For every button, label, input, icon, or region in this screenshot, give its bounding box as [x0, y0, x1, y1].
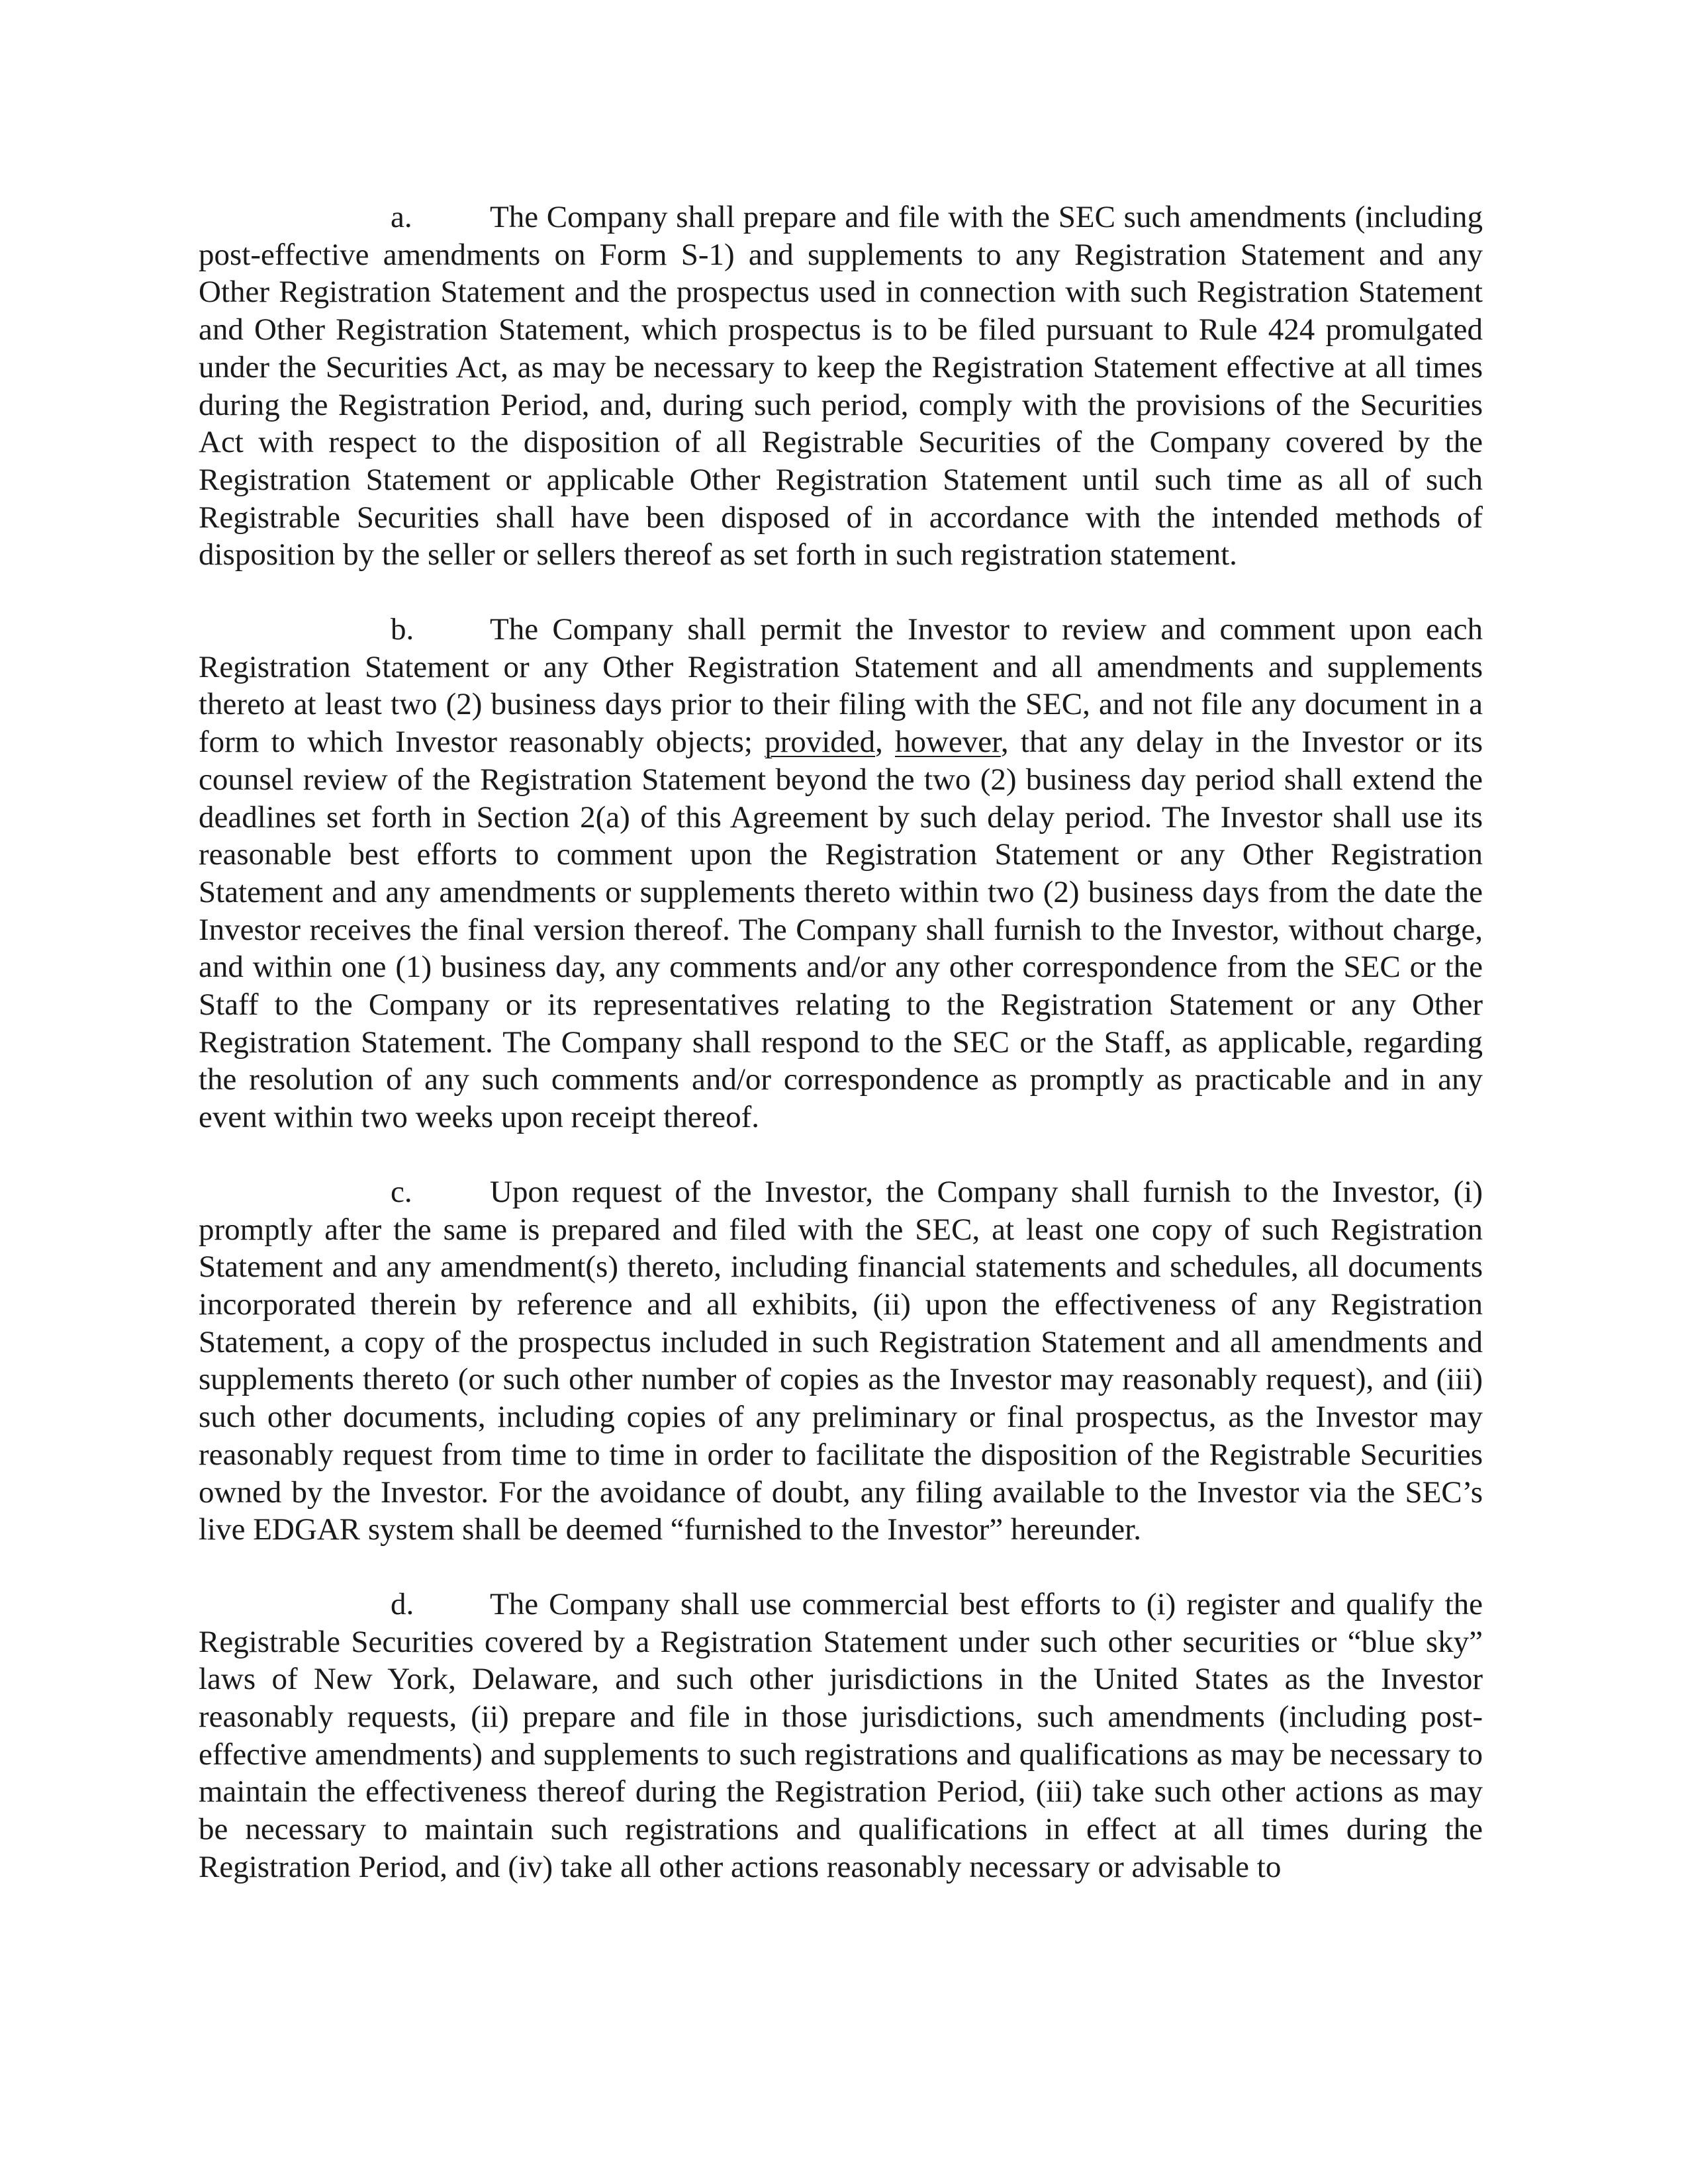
paragraph-b-text-1: The Company shall permit the Investor to review and comment upon each Registration Statement or any Other Registration Statement and all amendments and supplements thereto at least two (2) business days prior to their filing with the SEC, and not file any document in a form to which Investor reasonably objects; [199, 612, 1483, 760]
paragraph-d-text: The Company shall use commercial best efforts to (i) register and qualify the Registrable Securities covered by a Registration Statement under such other securities or “blue sky” laws of New York, Delaware, and such other jurisdictions in the United States as the Investor reasonably requests, (ii) prepare and file in those jurisdictions, such amendments (including post-effective amendments) and supplements to such registrations and qualifications as may be necessary to maintain the effectiveness thereof during the Registration Period, (iii) take such other actions as may be necessary to maintain such registrations and qualifications in effect at all times during the Registration Period, and (iv) take all other actions reasonably necessary or advisable to [199, 1586, 1483, 1884]
however-term: however [894, 725, 1001, 760]
paragraph-d [199, 1586, 1483, 1886]
paragraph-marker-c: c. [391, 1174, 412, 1209]
paragraph-a-text: The Company shall prepare and file with the SEC such amendments (including post-effective amendments on Form S-1) and supplements to any Registration Statement and any Other Registration Statement and the prospectus used in connection with such Registration Statement and Other Registration Statement, which prospectus is to be filed pursuant to Rule 424 promulgated under the Securities Act, as may be necessary to keep the Registration Statement effective at all times during the Registration Period, and, during such period, comply with the provisions of the Securities Act with respect to the disposition of all Registrable Securities of the Company covered by the Registration Statement or applicable Other Registration Statement until such time as all of such Registrable Securities shall have been disposed of in accordance with the intended methods of disposition by the seller or sellers thereof as set forth in such registration statement. [199, 200, 1483, 572]
paragraph-c [199, 1173, 1483, 1549]
paragraph-marker-b: b. [391, 612, 414, 647]
paragraph-b-text-2: , that any delay in the Investor or its counsel review of the Registration Statement beyond the two (2) business day period shall extend the deadlines set forth in Section 2(a) of this Agreement by such delay period. The Investor shall use its reasonable best efforts to comment upon the Registration Statement or any Other Registration Statement and any amendments or supplements thereto within two (2) business days from the date the Investor receives the final version thereof. The Company shall furnish to the Investor, without charge, and within one (1) business day, any comments and/or any other correspondence from the SEC or the Staff to the Company or its representatives relating to the Registration Statement or any Other Registration Statement. The Company shall respond to the SEC or the Staff, as applicable, regarding the resolution of any such comments and/or correspondence as promptly as practicable and in any event within two weeks upon receipt thereof. [199, 725, 1483, 1135]
provided-term: provided [765, 725, 876, 760]
paragraph-marker-d: d. [391, 1586, 414, 1621]
paragraph-a [199, 199, 1483, 574]
paragraph-b [199, 611, 1483, 1136]
paragraph-b-comma: , [875, 725, 895, 760]
document-page [199, 199, 1483, 1886]
paragraph-marker-a: a. [391, 200, 412, 234]
paragraph-c-text: Upon request of the Investor, the Company shall furnish to the Investor, (i) promptly after the same is prepared and filed with the SEC, at least one copy of such Registration Statement and any amendment(s) thereto, including financial statements and schedules, all documents incorporated therein by reference and all exhibits, (ii) upon the effectiveness of any Registration Statement, a copy of the prospectus included in such Registration Statement and all amendments and supplements thereto (or such other number of copies as the Investor may reasonably request), and (iii) such other documents, including copies of any preliminary or final prospectus, as the Investor may reasonably request from time to time in order to facilitate the disposition of the Registrable Securities owned by the Investor. For the avoidance of doubt, any filing available to the Investor via the SEC’s live EDGAR system shall be deemed “furnished to the Investor” hereunder. [199, 1174, 1483, 1547]
